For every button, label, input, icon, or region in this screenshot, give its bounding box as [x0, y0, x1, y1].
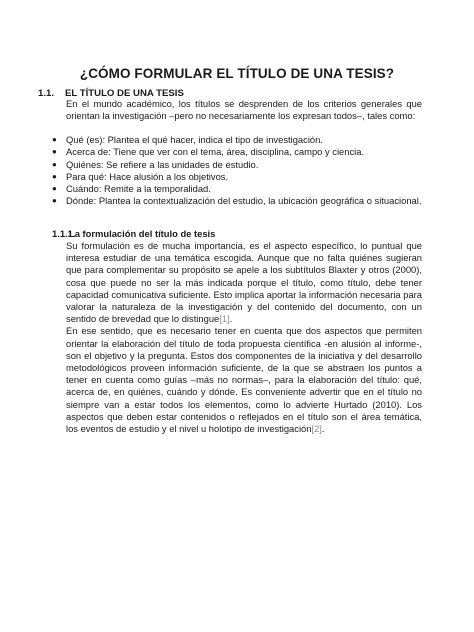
bullet-icon: ●: [52, 196, 57, 206]
list-item: ● Quiénes: Se refiere a las unidades de estudio.: [52, 158, 259, 170]
list-item: ● Acerca de: Tiene que ver con el tema, área, disciplina, campo y ciencia.: [52, 146, 365, 158]
section-intro-paragraph: [66, 98, 422, 122]
list-item: ● Qué (es): Plantea el qué hacer, indica el tipo de investigación.: [52, 134, 323, 145]
bullet-icon: ●: [52, 135, 57, 144]
subsection-body: [66, 240, 422, 435]
bullet-icon: ●: [52, 184, 57, 194]
bullet-icon: ●: [52, 171, 57, 181]
paragraph-1: Su formulación es de mucha importancia, es el aspecto específico, lo puntual que interesa estudiar de una temática escogida. Aunque que no falta quiénes sugieran que para complementar su propósito se apele a los subtítulos Blaxter y otros (2000), cosa que puede no ser la más indicada porque el título, como título, debe tener capacidad comunicativa suficiente. Esto implica aportar la información necesaria para valorar la naturaleza de la investigación y del contenido del documento, con un sentido de brevedad que lo distingue[1].: [66, 240, 422, 325]
document-title: ¿CÓMO FORMULAR EL TÍTULO DE UNA TESIS?: [79, 66, 395, 81]
subsection-title: La formulación del título de tesis: [69, 228, 216, 239]
list-item: ● Cuándo: Remite a la temporalidad.: [52, 183, 211, 195]
bullet-icon: ●: [52, 147, 57, 157]
list-item: ● Dónde: Plantea la contextualización del estudio, la ubicación geográfica o situacional.: [52, 195, 422, 207]
citation-link-1[interactable]: [1]: [219, 313, 230, 325]
bullet-icon: ●: [52, 159, 57, 169]
criteria-list: [52, 134, 422, 208]
paragraph-2: En ese sentido, que es necesario tener en cuenta que dos aspectos que permiten orientar la elaboración del título de toda propuesta científica -en alusión al informe-, son el objetivo y la pregunta. Estos dos componentes de la iniciativa y del desarrollo metodológicos proveen información suficiente, de la que se abstraen los puntos a tener en cuenta como guías –más no normas–, para la elaboración del título: qué, acerca de, en quiénes, cuándo y dónde. Es conveniente advertir que en el título no siempre van a estar todos los elementos, como lo advierte Hurtado (2010). Los aspectos que deben estar contenidos o reflejados en el título son el área temática, los eventos de estudio y el nivel u holotipo de investigación[2].: [66, 325, 422, 435]
section-number: 1.1.: [38, 88, 55, 99]
list-item: ● Para qué: Hace alusión a los objetivos.: [52, 170, 229, 182]
subsection-heading: [52, 228, 215, 239]
subsection-number: 1.1.1.: [52, 228, 76, 239]
intro-text: En el mundo académico, los títulos se desprenden de los criterios generales que orientan la investigación –pero no necesariamente los expresan todos–, tales como:: [66, 98, 422, 122]
section-title: EL TÍTULO DE UNA TESIS: [65, 88, 184, 99]
citation-link-2[interactable]: [2]: [311, 423, 322, 435]
